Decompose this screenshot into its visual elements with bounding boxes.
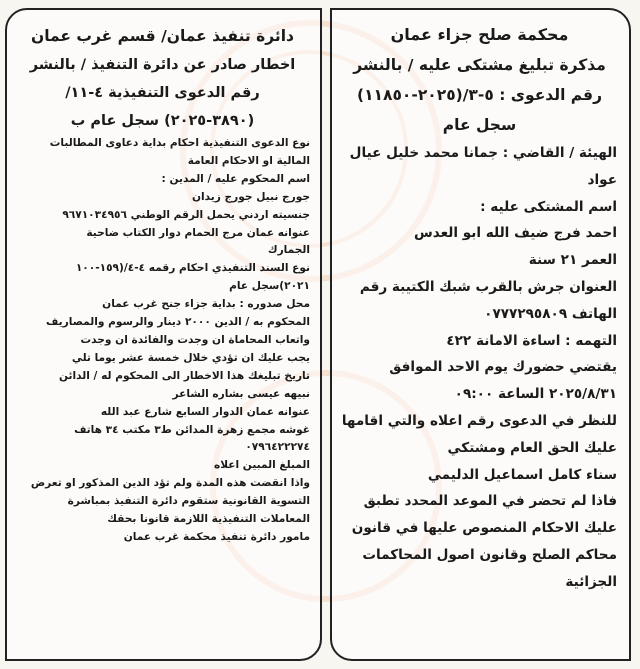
case-number: (٣٨٩٠-٢٠٢٥) سجل عام ب: [70, 113, 255, 129]
notice-line: الهاتف ٠٧٧٧٢٩٥٨٠٩: [484, 305, 617, 322]
notice-line: عنوانه عمان الدوار السابع شارع عبد الله: [100, 405, 310, 418]
notice-line: عليك الاحكام المنصوص عليها في قانون: [351, 520, 617, 537]
notice-line: جنسيته اردني يحمل الرقم الوطني ٩٦٧١٠٣٤٩٥٦: [62, 208, 310, 221]
case-number: رقم الدعوى : ٥-٣/(٢٠٢٥-١١٨٥٠): [356, 86, 603, 104]
notice-line: فاذا لم تحضر في الموعد المحدد تطبق: [363, 493, 617, 510]
notice-line: عواد: [587, 171, 617, 188]
notice-line: يقتضي حضورك يوم الاحد الموافق: [389, 359, 617, 376]
notice-line: الجمارك: [267, 244, 310, 257]
execution-notice: [5, 8, 322, 661]
court-summons-notice: [330, 8, 631, 661]
notice-line: ٢٠٢١)سجل عام: [229, 280, 310, 293]
notice-line: نوع السند التنفيذي احكام رقمه ٤-٤/(١٥٩-١٠٠: [75, 262, 310, 275]
notice-line: اسم المحكوم عليه / المدين :: [161, 172, 310, 185]
notice-line: جورج نبيل جورج زيدان: [191, 190, 310, 203]
notice-line: نوع الدعوى التنفيذية احكام بداية دعاوى المطالبات: [49, 137, 310, 149]
case-number: رقم الدعوى التنفيذية ٤-١١/: [65, 85, 260, 101]
notice-line: واذا انقضت هذه المدة ولم تؤد الدين المذكور او تعرض: [30, 477, 310, 490]
notice-line: تاريخ تبليغك هذا الاخطار الى المحكوم له / الدائن: [59, 369, 310, 382]
notice-line: اسم المشتكى عليه :: [480, 198, 617, 215]
notice-line: محاكم الصلح وقانون اصول المحاكمات: [362, 546, 617, 563]
notice-line: المعاملات التنفيذية اللازمة قانونا بحقك: [107, 513, 310, 526]
department-name: دائرة تنفيذ عمان/ قسم غرب عمان: [30, 27, 295, 45]
notice-line: محل صدوره : بداية جزاء جنح غرب عمان: [102, 298, 310, 311]
notice-line: غوشه مجمع زهرة المدائن ط٣ مكتب ٣٤ هاتف: [74, 423, 310, 436]
notice-line: احمد فرج ضيف الله ابو العدس: [413, 225, 617, 242]
notice-line: المحكوم به / الدين ٢٠٠٠ دينار والرسوم والمصاريف: [46, 316, 310, 329]
notice-title: اخطار صادر عن دائرة التنفيذ / بالنشر: [29, 57, 296, 73]
notice-line: التسوية القانونية ستقوم دائرة التنفيذ بمباشرة: [67, 495, 310, 508]
notice-line: نبيهه عيسى بشاره الشاعر: [172, 387, 310, 400]
notice-line: الجزائية: [565, 573, 617, 590]
court-name: محكمة صلح جزاء عمان: [390, 25, 569, 44]
notice-line: يجب عليك ان تؤدي خلال خمسة عشر يوما تلي: [71, 351, 310, 364]
notice-line: للنظر في الدعوى رقم اعلاه والتي اقامها: [341, 412, 617, 429]
notice-line: عليك الحق العام ومشتكي: [447, 439, 617, 456]
notice-line: المبلغ المبين اعلاه: [213, 459, 310, 472]
notice-line: الهيئة / القاضي : جمانا محمد خليل عيال: [349, 145, 617, 161]
notice-line: عنوانه عمان مرج الحمام دوار الكتاب ضاحية: [86, 226, 310, 239]
notice-line: سناء كامل اسماعيل الدليمي: [427, 466, 617, 483]
notice-line: العمر ٢١ سنة: [528, 252, 617, 269]
notice-title: مذكرة تبليغ مشتكى عليه / بالنشر: [353, 56, 606, 74]
notice-line: ٢٠٢٥/٨/٣١ الساعة ٠٩:٠٠: [454, 386, 617, 403]
notice-line: العنوان جرش بالقرب شبك الكتيبة رقم: [359, 278, 617, 295]
notice-line: ٠٧٩٦٤٢٢٢٧٤: [245, 441, 310, 454]
notice-line: التهمه : اساءة الامانة ٤٢٢: [446, 332, 617, 349]
record-type: سجل عام: [442, 116, 517, 134]
notice-line: واتعاب المحاماة ان وجدت والفائدة ان وجدت: [80, 333, 310, 346]
notice-line: مامور دائرة تنفيذ محكمة غرب عمان: [123, 530, 310, 543]
notice-line: المالية او الاحكام العامة: [187, 154, 310, 167]
